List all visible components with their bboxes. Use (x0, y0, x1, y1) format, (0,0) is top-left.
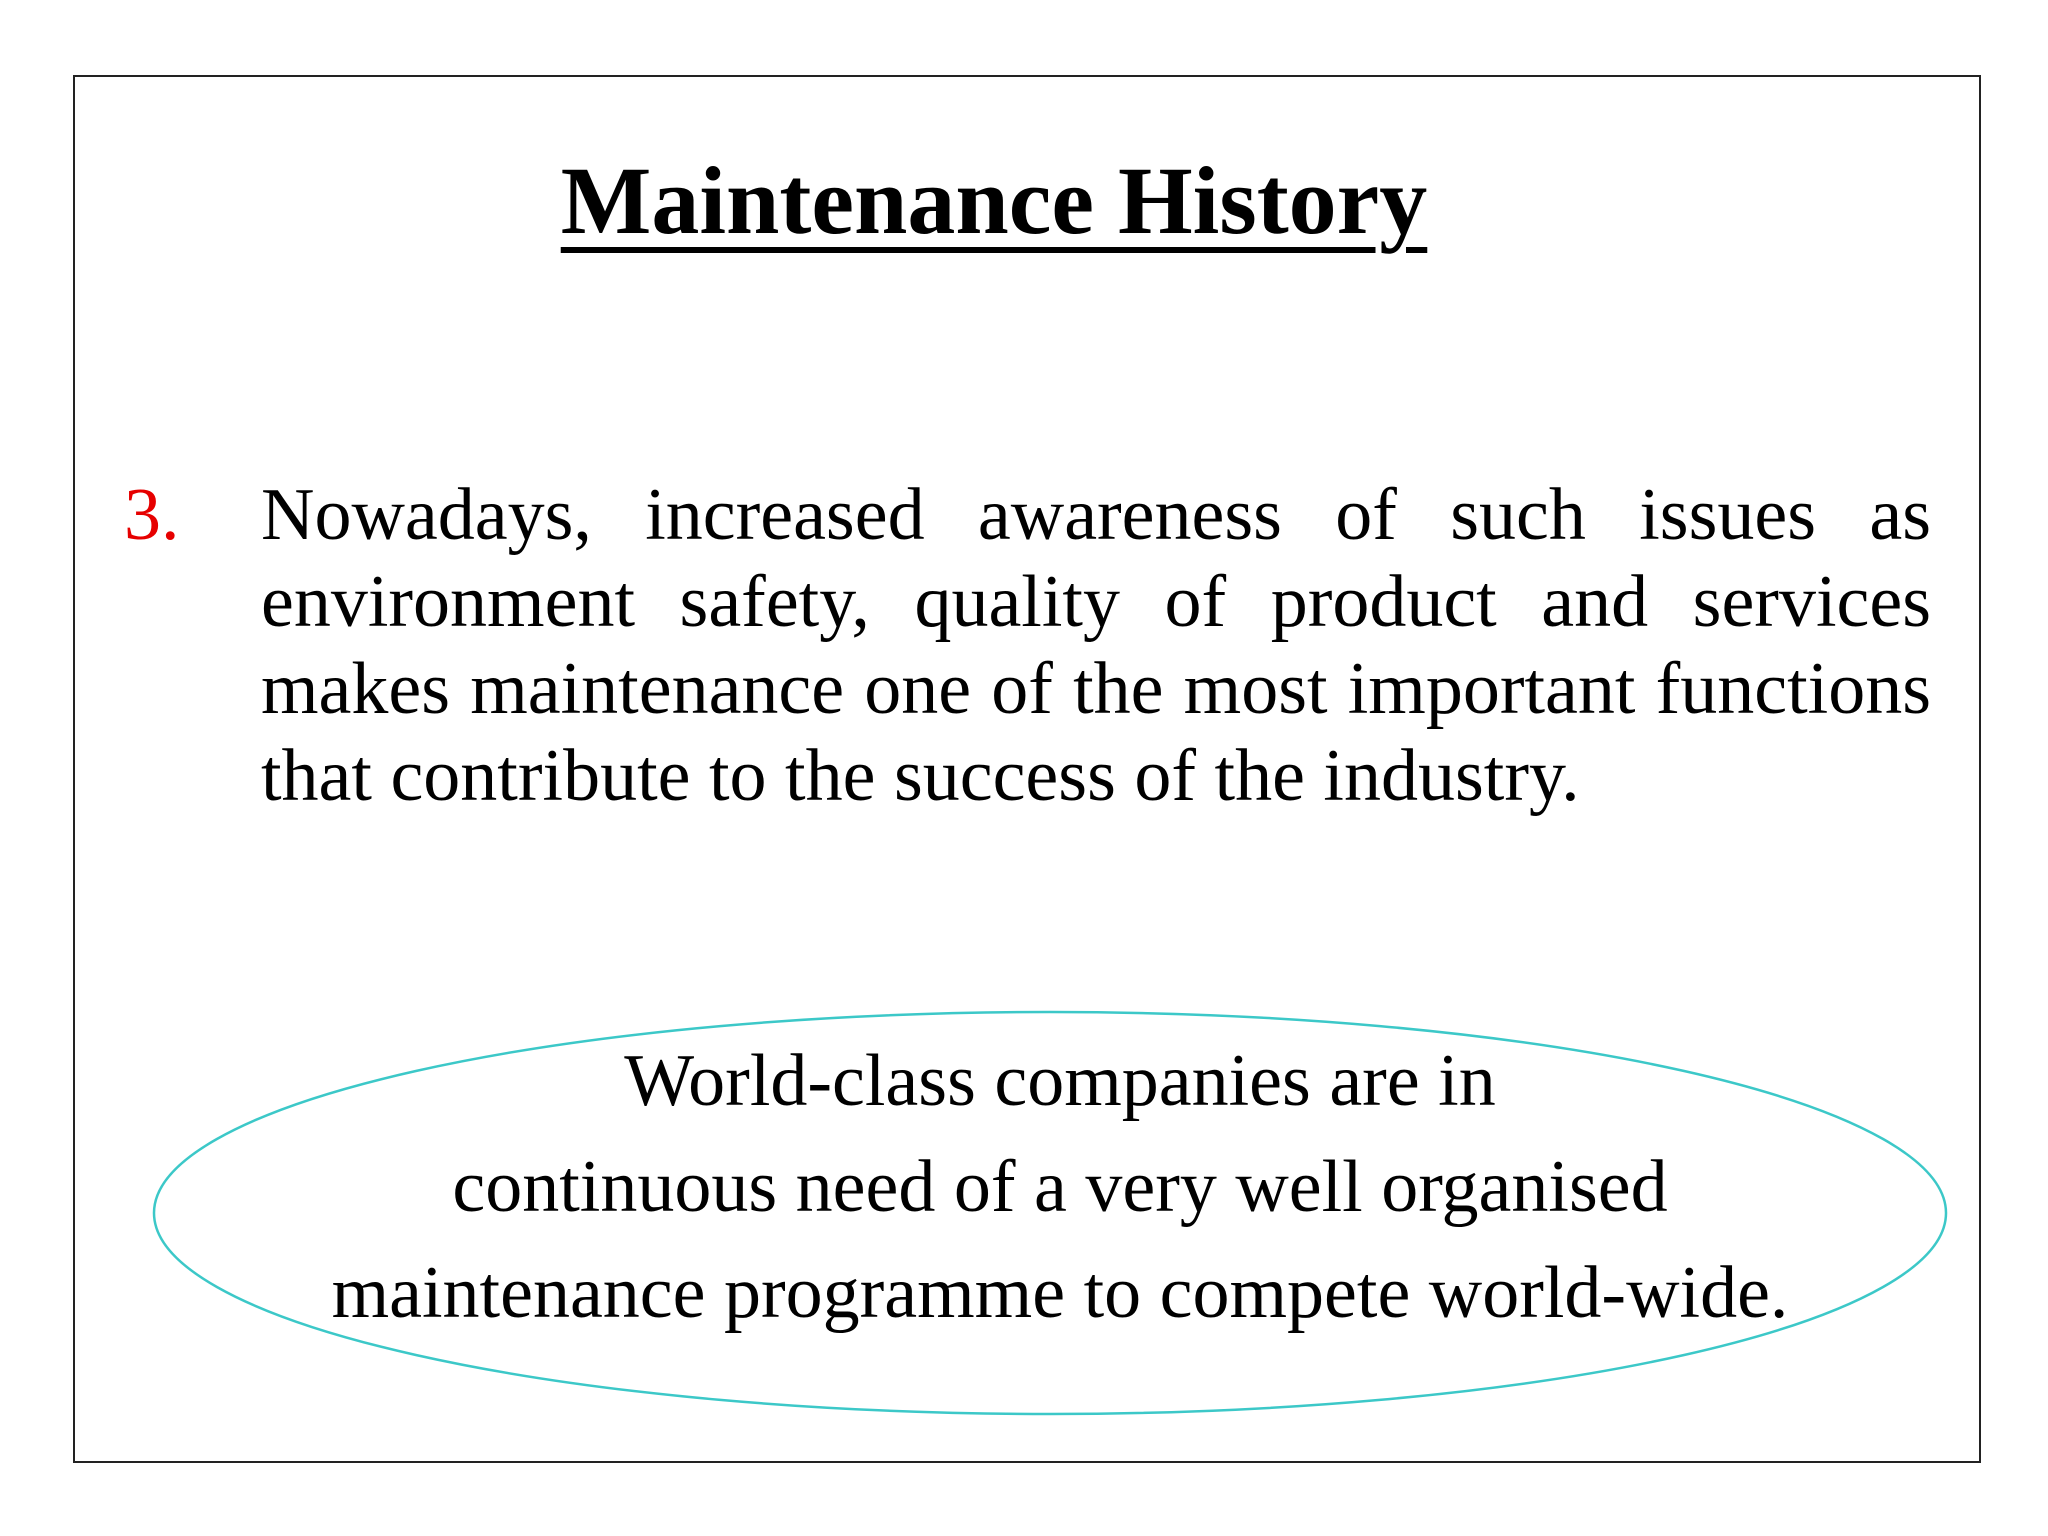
list-item-text: Nowadays, increased awareness of such issues as environment safety, quality of product and services makes maintenance one of the most important functions that contribute to the success of the industry. (261, 474, 1931, 817)
slide-title: Maintenance History (560, 147, 1428, 254)
callout-text (150, 1028, 1970, 1346)
callout-line-3: maintenance programme to compete world-wide. (331, 1252, 1789, 1334)
list-item-number: 3. (124, 474, 180, 556)
callout-line-1: World-class companies are in (624, 1040, 1496, 1122)
callout-line-2: continuous need of a very well organised (452, 1146, 1668, 1228)
